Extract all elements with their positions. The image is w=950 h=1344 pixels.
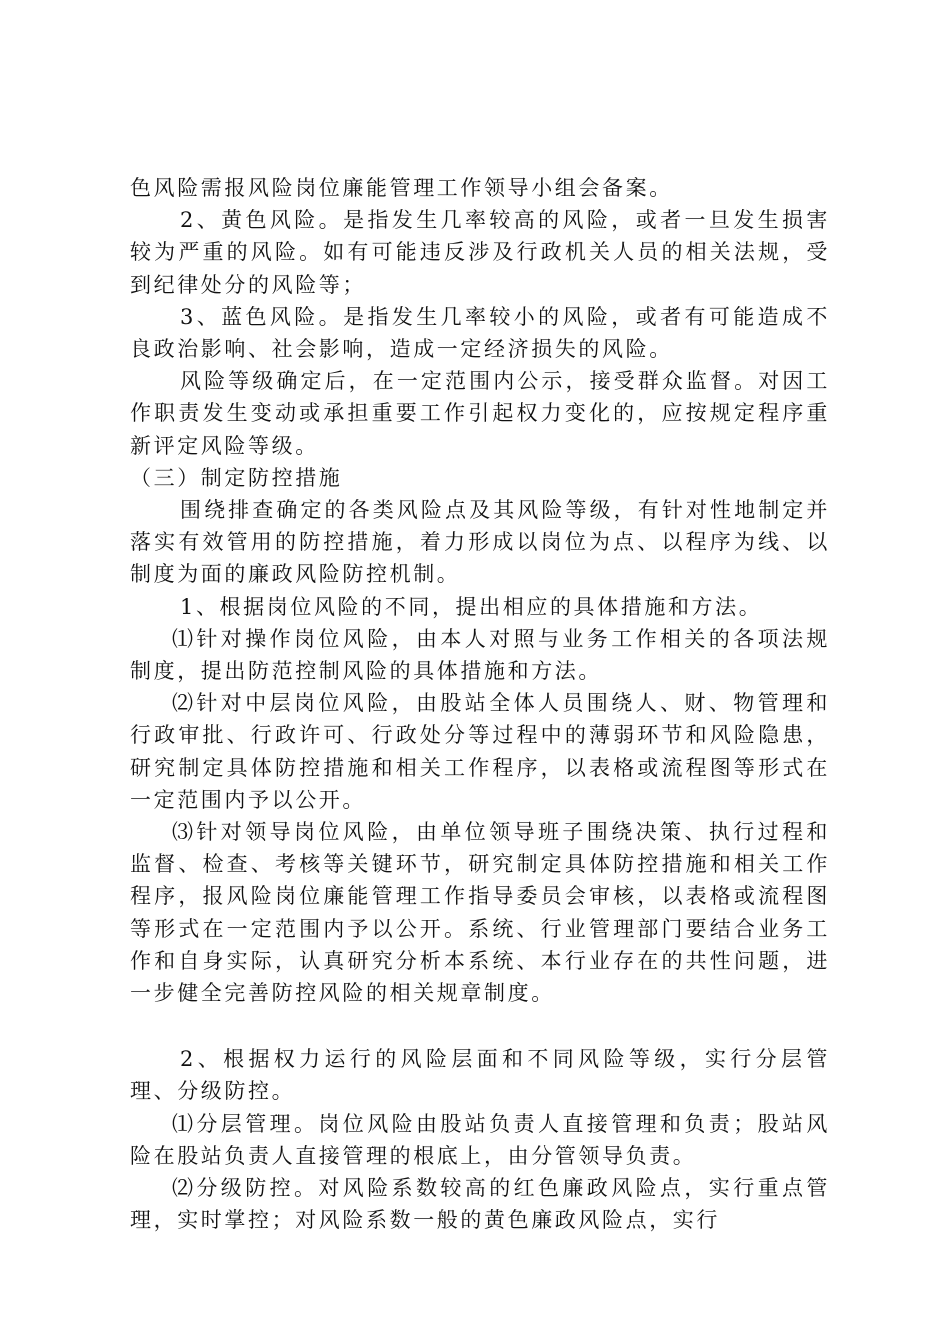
document-body	[130, 172, 830, 1237]
paragraph: 2、黄色风险。是指发生几率较高的风险，或者一旦发生损害较为严重的风险。如有可能违反涉及行政机关人员的相关法规，受到纪律处分的风险等；	[130, 208, 830, 297]
paragraph: 围绕排查确定的各类风险点及其风险等级，有针对性地制定并落实有效管用的防控措施，着力形成以岗位为点、以程序为线、以制度为面的廉政风险防控机制。	[130, 498, 830, 587]
paragraph: 风险等级确定后，在一定范围内公示，接受群众监督。对因工作职责发生变动或承担重要工作引起权力变化的，应按规定程序重新评定风险等级。	[130, 369, 830, 458]
paragraph: ⑴针对操作岗位风险，由本人对照与业务工作相关的各项法规制度，提出防范控制风险的具体措施和方法。	[130, 626, 830, 684]
paragraph: 1、根据岗位风险的不同，提出相应的具体措施和方法。	[180, 594, 763, 619]
paragraph: 2、根据权力运行的风险层面和不同风险等级，实行分层管理、分级防控。	[130, 1047, 830, 1104]
section-heading: （三）制定防控措施	[130, 465, 343, 490]
paragraph: 色风险需报风险岗位廉能管理工作领导小组会备案。	[130, 176, 673, 200]
paragraph: ⑵分级防控。对风险系数较高的红色廉政风险点，实行重点管理，实时掌控；对风险系数一般的黄色廉政风险点，实行	[130, 1176, 830, 1233]
paragraph: ⑵针对中层岗位风险，由股站全体人员围绕人、财、物管理和行政审批、行政许可、行政处分等过程中的薄弱环节和风险隐患，研究制定具体防控措施和相关工作程序，以表格或流程图等形式在一定范围内予以公开。	[130, 691, 830, 812]
paragraph: 3、蓝色风险。是指发生几率较小的风险，或者有可能造成不良政治影响、社会影响，造成一定经济损失的风险。	[130, 304, 830, 362]
paragraph: ⑶针对领导岗位风险，由单位领导班子围绕决策、执行过程和监督、检查、考核等关键环节，研究制定具体防控措施和相关工作程序，报风险岗位廉能管理工作指导委员会审核，以表格或流程图等形式在一定范围内予以公开。系统、行业管理部门要结合业务工作和自身实际，认真研究分析本系统、本行业存在的共性问题，进一步健全完善防控风险的相关规章制度。	[130, 820, 830, 1006]
paragraph: ⑴分层管理。岗位风险由股站负责人直接管理和负责；股站风险在股站负责人直接管理的根底上，由分管领导负责。	[130, 1111, 830, 1168]
blank-line	[130, 1009, 830, 1043]
